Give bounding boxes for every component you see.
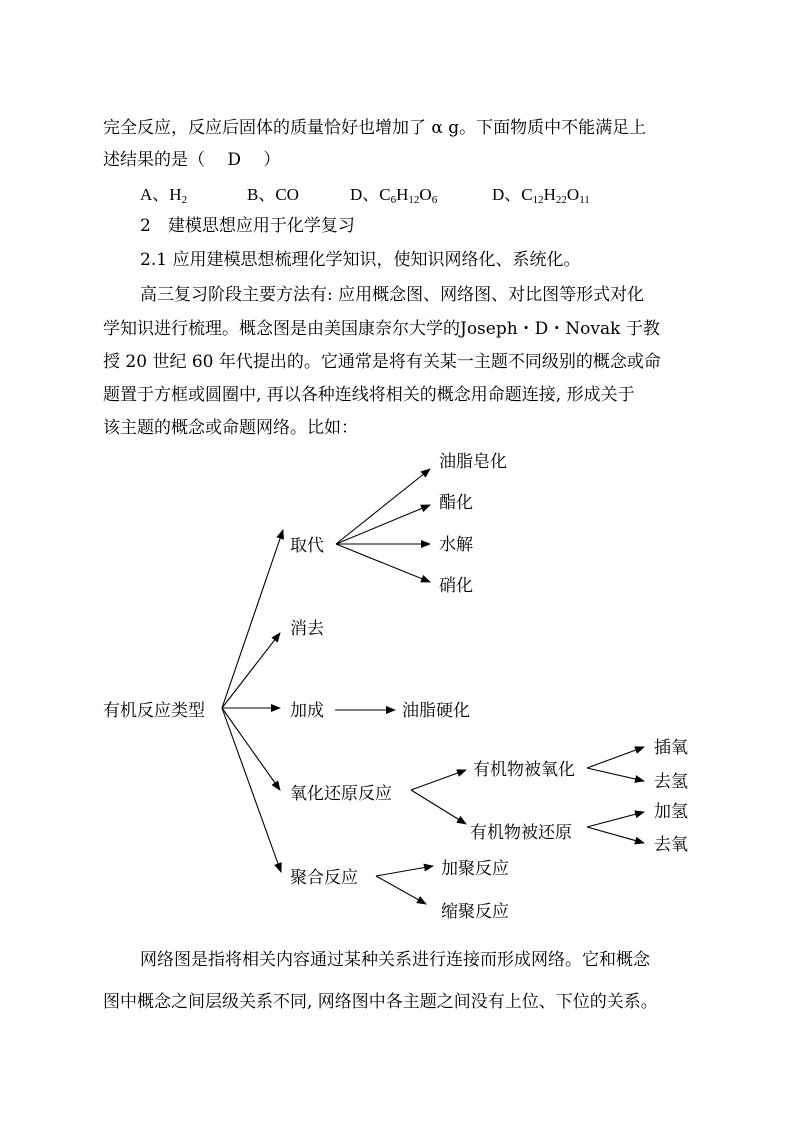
arrow-substitution-saponification [336, 469, 430, 544]
node-hydrolysis: 水解 [439, 535, 473, 555]
node-condensation-polymerization: 缩聚反应 [441, 902, 509, 922]
arrow-root-substitution [222, 530, 283, 708]
option-b: B、CO [247, 185, 299, 204]
arrow-reduced-add-hydrogen [587, 812, 644, 827]
arrow-substitution-esterification [336, 505, 430, 544]
node-add-hydrogen: 加氢 [654, 802, 688, 822]
paragraph2-line2: 学知识进行梳理。概念图是由美国康奈尔大学的Joseph・D・Novak 于教 [103, 319, 660, 339]
arrow-reduced-remove-oxygen [587, 827, 644, 843]
section-heading: 2 建模思想应用于化学复习 [140, 216, 355, 236]
option-a: A、$H_2$ [140, 185, 188, 206]
node-hardening: 油脂硬化 [402, 701, 470, 721]
diagram-nodes [103, 452, 688, 922]
paragraph2-line5: 该主题的概念或命题网络。比如： [103, 418, 358, 438]
node-oxidized: 有机物被氧化 [473, 760, 575, 780]
node-substitution: 取代 [290, 536, 324, 556]
node-redox: 氧化还原反应 [290, 784, 392, 804]
concept-map-diagram [0, 440, 794, 930]
paragraph3-line1: 网络图是指将相关内容通过某种关系进行连接而形成网络。它和概念 [140, 950, 650, 970]
paragraph2-line1: 高三复习阶段主要方法有: 应用概念图、网络图、对比图等形式对化 [140, 285, 645, 305]
node-addition: 加成 [290, 701, 324, 721]
node-root: 有机反应类型 [103, 701, 205, 721]
node-remove-hydrogen: 去氢 [654, 772, 688, 792]
answer-options [0, 183, 794, 207]
paragraph2-line3: 授 20 世纪 60 年代提出的。它通常是将有关某一主题不同级别的概念或命 [103, 352, 661, 372]
paragraph2-line4: 题置于方框或圆圈中, 再以各种连线将相关的概念用命题连接, 形成关于 [103, 385, 635, 405]
node-elimination: 消去 [290, 619, 324, 639]
node-addition-polymerization: 加聚反应 [441, 859, 509, 879]
arrow-redox-reduced [411, 790, 466, 824]
paragraph1-line1: 完全反应，反应后固体的质量恰好也增加了 α g。下面物质中不能满足上 [103, 118, 647, 138]
node-remove-oxygen: 去氧 [654, 835, 688, 855]
diagram-arrows [222, 469, 644, 904]
node-saponification: 油脂皂化 [439, 452, 507, 472]
arrow-substitution-nitration [336, 544, 430, 582]
arrow-root-polymerization [222, 708, 281, 872]
subsection-heading: 2.1 应用建模思想梳理化学知识，使知识网络化、系统化。 [140, 250, 581, 270]
arrow-polymerization-condensation-polymerization [376, 876, 426, 904]
arrow-polymerization-addition-polymerization [376, 866, 433, 876]
paragraph1-line2: 述结果的是（ D ） [103, 150, 281, 170]
node-add-oxygen: 插氧 [654, 738, 688, 758]
arrow-root-elimination [222, 633, 280, 708]
arrow-oxidized-add-oxygen [587, 747, 644, 768]
option-d: D、$C_{12}H_{22}O_{11}$ [492, 185, 590, 206]
arrow-root-redox [222, 708, 280, 790]
arrow-redox-oxidized [411, 770, 466, 790]
node-esterification: 酯化 [439, 493, 473, 513]
option-c: D、$C_6H_{12}O_6$ [350, 185, 438, 206]
arrow-oxidized-remove-hydrogen [587, 768, 644, 781]
paragraph3-line2: 图中概念之间层级关系不同, 网络图中各主题之间没有上位、下位的关系。 [103, 992, 658, 1012]
node-polymerization: 聚合反应 [290, 868, 358, 888]
node-reduced: 有机物被还原 [470, 823, 572, 843]
node-nitration: 硝化 [439, 576, 473, 596]
